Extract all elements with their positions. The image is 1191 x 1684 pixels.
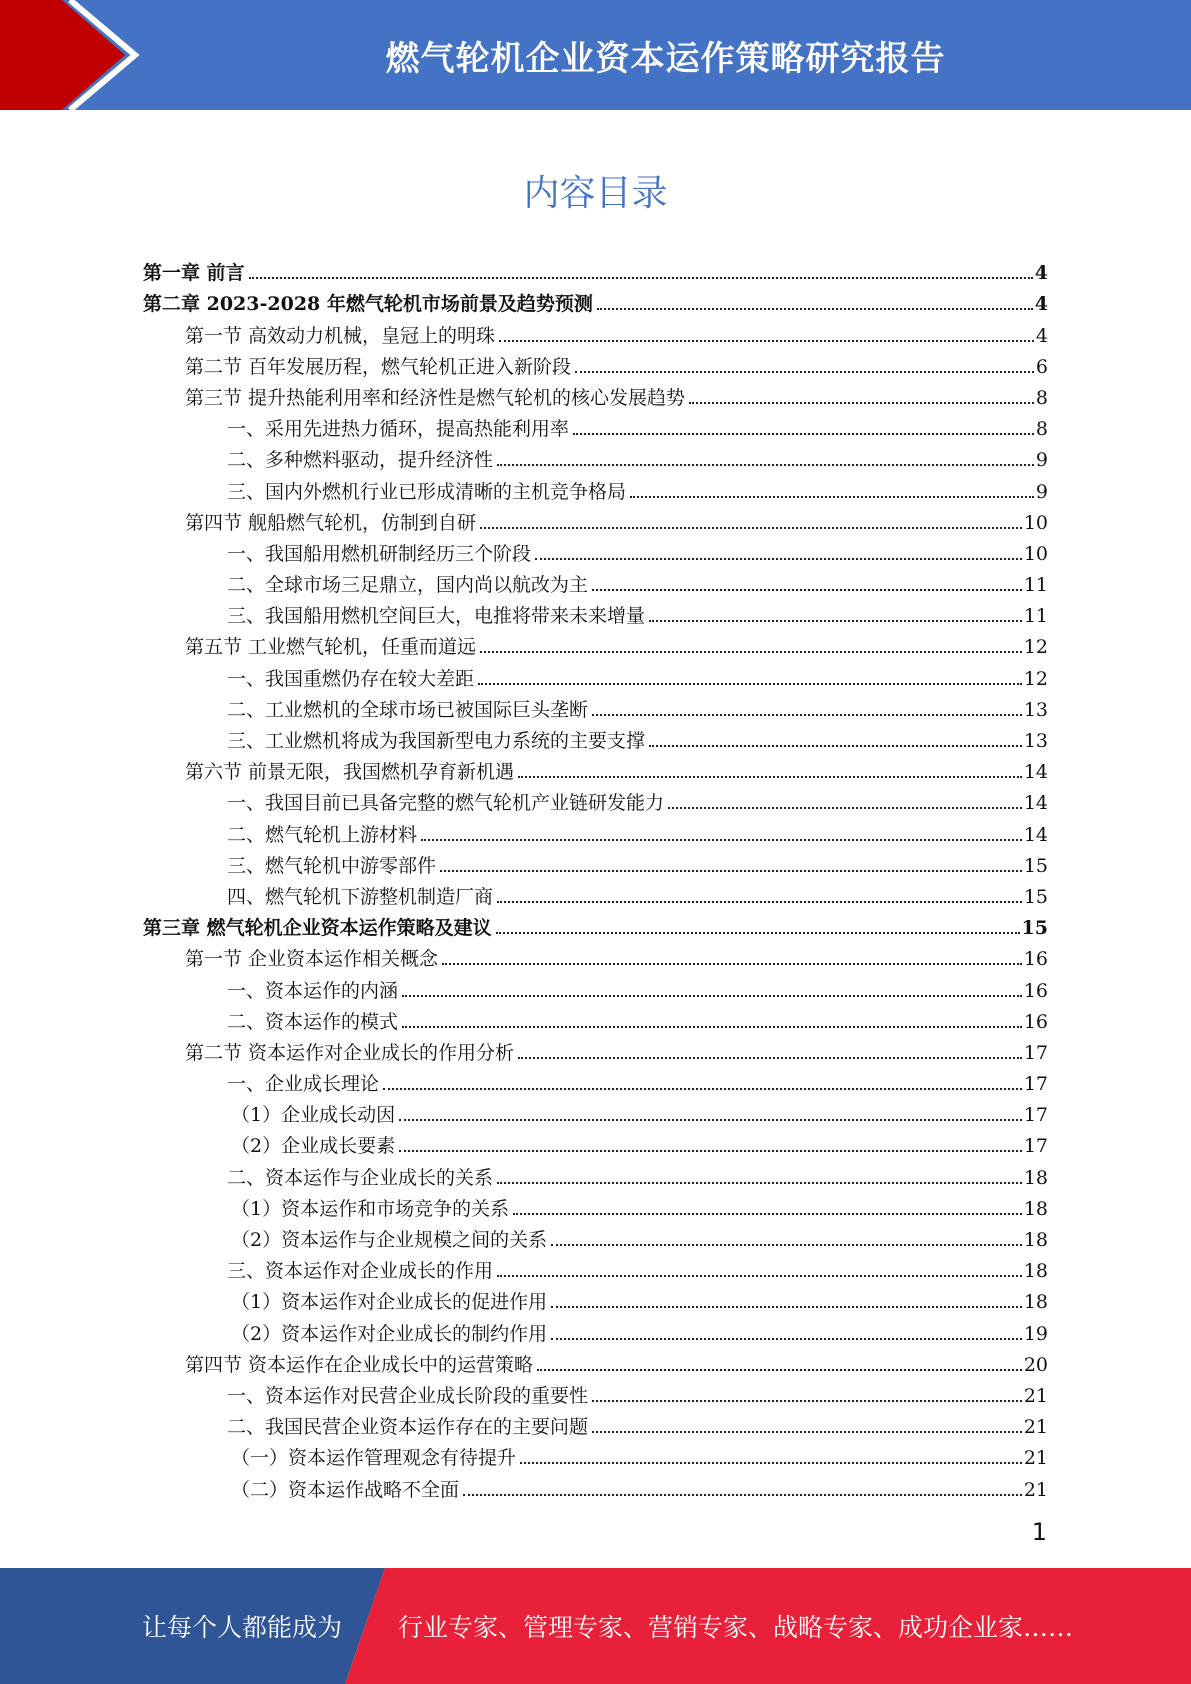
toc-dot-leader bbox=[630, 495, 1034, 498]
toc-dot-leader bbox=[520, 1461, 1022, 1464]
toc-entry-page: 18 bbox=[1023, 1260, 1048, 1283]
toc-entry-title: 第三节 提升热能利用率和经济性是燃气轮机的核心发展趋势 bbox=[185, 386, 686, 409]
toc-dot-leader bbox=[551, 1305, 1022, 1308]
toc-dot-leader bbox=[597, 307, 1033, 310]
footer-banner bbox=[0, 1568, 1191, 1684]
toc-entry[interactable] bbox=[143, 628, 1048, 659]
toc-entry-title: 三、我国船用燃机空间巨大，电推将带来未来增量 bbox=[227, 605, 646, 628]
toc-entry[interactable] bbox=[143, 379, 1048, 410]
toc-entry-page: 21 bbox=[1023, 1384, 1048, 1407]
toc-entry-page: 13 bbox=[1023, 698, 1048, 721]
toc-entry-title: 第二节 百年发展历程，燃气轮机正进入新阶段 bbox=[185, 355, 572, 378]
toc-entry-title: 二、资本运作与企业成长的关系 bbox=[227, 1166, 494, 1189]
toc-entry-page: 21 bbox=[1023, 1478, 1048, 1501]
toc-entry-title: 第一节 企业资本运作相关概念 bbox=[185, 948, 439, 971]
toc-entry-page: 18 bbox=[1023, 1197, 1048, 1220]
toc-entry-page: 15 bbox=[1023, 885, 1048, 908]
toc-entry[interactable] bbox=[143, 410, 1048, 441]
toc-dot-leader bbox=[478, 682, 1022, 685]
toc-entry[interactable] bbox=[143, 659, 1048, 690]
toc-dot-leader bbox=[537, 1368, 1022, 1371]
toc-entry-title: 第六节 前景无限，我国燃机孕育新机遇 bbox=[185, 761, 515, 784]
toc-entry[interactable] bbox=[143, 722, 1048, 753]
toc-dot-leader bbox=[402, 994, 1022, 997]
toc-dot-leader bbox=[440, 869, 1022, 872]
toc-dot-leader bbox=[551, 1337, 1022, 1340]
toc-entry-title: 二、燃气轮机上游材料 bbox=[227, 823, 418, 846]
toc-dot-leader bbox=[463, 1493, 1022, 1496]
toc-dot-leader bbox=[383, 1087, 1022, 1090]
toc-entry-page: 10 bbox=[1023, 511, 1048, 534]
toc-entry[interactable] bbox=[143, 441, 1048, 472]
toc-dot-leader bbox=[551, 1243, 1022, 1246]
header-banner bbox=[0, 0, 1191, 110]
toc-entry-title: 第二节 资本运作对企业成长的作用分析 bbox=[185, 1041, 515, 1064]
toc-entry-page: 18 bbox=[1023, 1291, 1048, 1314]
toc-dot-leader bbox=[480, 526, 1022, 529]
toc-entry-title: 二、多种燃料驱动，提升经济性 bbox=[227, 449, 494, 472]
toc-entry[interactable] bbox=[143, 1408, 1048, 1439]
toc-entry[interactable] bbox=[143, 1190, 1048, 1221]
toc-dot-leader bbox=[249, 276, 1033, 279]
toc-dot-leader bbox=[573, 432, 1034, 435]
toc-entry[interactable] bbox=[143, 1096, 1048, 1127]
toc-entry-page: 6 bbox=[1035, 355, 1048, 378]
toc-entry-title: 二、全球市场三足鼎立，国内尚以航改为主 bbox=[227, 574, 589, 597]
toc-dot-leader bbox=[518, 1056, 1022, 1059]
toc-entry-page: 8 bbox=[1035, 386, 1048, 409]
toc-dot-leader bbox=[689, 401, 1034, 404]
toc-entry-title: 一、资本运作对民营企业成长阶段的重要性 bbox=[227, 1384, 589, 1407]
toc-entry-title: 第五节 工业燃气轮机，任重而道远 bbox=[185, 636, 477, 659]
toc-entry-page: 9 bbox=[1035, 480, 1048, 503]
toc-dot-leader bbox=[649, 744, 1022, 747]
report-title: 燃气轮机企业资本运作策略研究报告 bbox=[385, 38, 946, 79]
toc-entry-page: 16 bbox=[1023, 979, 1048, 1002]
toc-entry-page: 14 bbox=[1023, 792, 1048, 815]
toc-entry-page: 12 bbox=[1023, 667, 1048, 690]
toc-entry[interactable] bbox=[143, 1346, 1048, 1377]
toc-entry-title: 第一章 前言 bbox=[143, 262, 245, 285]
toc-entry-title: （2）资本运作与企业规模之间的关系 bbox=[231, 1229, 548, 1251]
toc-entry[interactable] bbox=[143, 815, 1048, 846]
toc-entry-title: 一、采用先进热力循环，提高热能利用率 bbox=[227, 418, 570, 441]
toc-entry[interactable] bbox=[143, 316, 1048, 347]
toc-entry[interactable] bbox=[143, 847, 1048, 878]
chevron-arrow-icon bbox=[0, 0, 160, 110]
toc-entry-title: 第四节 资本运作在企业成长中的运营策略 bbox=[185, 1353, 534, 1376]
toc-dot-leader bbox=[497, 900, 1022, 903]
toc-entry-page: 12 bbox=[1023, 636, 1048, 659]
toc-entry-title: 一、资本运作的内涵 bbox=[227, 979, 399, 1002]
footer-slogan-right: 行业专家、管理专家、营销专家、战略专家、成功企业家…… bbox=[398, 1613, 1074, 1642]
toc-entry-page: 17 bbox=[1023, 1073, 1048, 1096]
toc-entry-title: （2）资本运作对企业成长的制约作用 bbox=[231, 1322, 548, 1345]
toc-dot-leader bbox=[592, 1430, 1022, 1433]
toc-entry-page: 15 bbox=[1023, 854, 1048, 877]
toc-entry-page: 20 bbox=[1023, 1353, 1048, 1376]
toc-dot-leader bbox=[513, 1212, 1022, 1215]
toc-entry[interactable] bbox=[143, 1283, 1048, 1314]
toc-entry-page: 16 bbox=[1023, 1010, 1048, 1033]
toc-dot-leader bbox=[668, 806, 1022, 809]
toc-entry-title: 二、资本运作的模式 bbox=[227, 1010, 399, 1033]
toc-dot-leader bbox=[575, 370, 1034, 373]
toc-entry[interactable] bbox=[143, 597, 1048, 628]
toc-entry-page: 11 bbox=[1023, 574, 1048, 597]
toc-entry[interactable] bbox=[143, 940, 1048, 971]
toc-entry[interactable] bbox=[143, 971, 1048, 1002]
toc-entry[interactable] bbox=[143, 1034, 1048, 1065]
toc-entry[interactable] bbox=[143, 1252, 1048, 1283]
toc-entry-title: 第三章 燃气轮机企业资本运作策略及建议 bbox=[143, 917, 492, 940]
toc-entry[interactable] bbox=[143, 909, 1048, 940]
toc-entry-title: 第一节 高效动力机械，皇冠上的明珠 bbox=[185, 324, 496, 347]
toc-entry-page: 18 bbox=[1023, 1229, 1048, 1251]
toc-entry-title: 一、企业成长理论 bbox=[227, 1073, 380, 1096]
toc-entry[interactable] bbox=[143, 1158, 1048, 1189]
toc-entry-page: 21 bbox=[1023, 1447, 1048, 1470]
toc-entry-page: 15 bbox=[1021, 917, 1048, 940]
toc-entry-title: 三、工业燃机将成为我国新型电力系统的主要支撑 bbox=[227, 730, 646, 752]
toc-dot-leader bbox=[442, 962, 1022, 965]
toc-entry-page: 17 bbox=[1023, 1104, 1048, 1127]
toc-dot-leader bbox=[499, 339, 1034, 342]
toc-entry-title: （1）资本运作对企业成长的促进作用 bbox=[231, 1291, 548, 1314]
toc-entry[interactable] bbox=[143, 285, 1048, 316]
table-of-contents bbox=[143, 254, 1048, 1502]
toc-entry-title: （1）资本运作和市场竞争的关系 bbox=[231, 1197, 510, 1220]
toc-entry-page: 4 bbox=[1034, 293, 1048, 316]
toc-dot-leader bbox=[649, 619, 1022, 622]
toc-entry-page: 10 bbox=[1023, 542, 1048, 565]
toc-entry[interactable] bbox=[143, 566, 1048, 597]
toc-entry-title: 二、我国民营企业资本运作存在的主要问题 bbox=[227, 1416, 589, 1439]
toc-entry-page: 14 bbox=[1023, 761, 1048, 784]
toc-entry-page: 21 bbox=[1023, 1416, 1048, 1439]
toc-dot-leader bbox=[497, 463, 1034, 466]
toc-entry-title: 一、我国船用燃机研制经历三个阶段 bbox=[227, 542, 532, 565]
toc-entry[interactable] bbox=[143, 784, 1048, 815]
toc-entry[interactable] bbox=[143, 472, 1048, 503]
toc-dot-leader bbox=[592, 713, 1022, 716]
toc-dot-leader bbox=[497, 1274, 1022, 1277]
toc-entry[interactable] bbox=[143, 1377, 1048, 1408]
toc-entry-title: （二）资本运作战略不全面 bbox=[231, 1478, 460, 1501]
toc-entry-title: 三、国内外燃机行业已形成清晰的主机竞争格局 bbox=[227, 480, 627, 503]
toc-entry[interactable] bbox=[143, 1439, 1048, 1470]
toc-entry[interactable] bbox=[143, 535, 1048, 566]
toc-dot-leader bbox=[592, 1399, 1022, 1402]
toc-entry-title: 一、我国目前已具备完整的燃气轮机产业链研发能力 bbox=[227, 792, 665, 815]
toc-dot-leader bbox=[535, 557, 1022, 560]
toc-entry-page: 17 bbox=[1023, 1041, 1048, 1064]
toc-entry-title: 三、资本运作对企业成长的作用 bbox=[227, 1260, 494, 1283]
toc-entry[interactable] bbox=[143, 691, 1048, 722]
toc-entry[interactable] bbox=[143, 1065, 1048, 1096]
toc-dot-leader bbox=[421, 838, 1022, 841]
toc-entry-title: 一、我国重燃仍存在较大差距 bbox=[227, 667, 475, 690]
toc-entry[interactable] bbox=[143, 878, 1048, 909]
toc-dot-leader bbox=[518, 775, 1022, 778]
toc-entry[interactable] bbox=[143, 504, 1048, 535]
toc-dot-leader bbox=[496, 931, 1020, 934]
toc-entry-page: 11 bbox=[1023, 605, 1048, 628]
toc-dot-leader bbox=[592, 588, 1022, 591]
toc-entry-page: 4 bbox=[1034, 262, 1048, 285]
toc-dot-leader bbox=[399, 1118, 1022, 1121]
footer-slogan-left: 让每个人都能成为 bbox=[142, 1613, 343, 1642]
toc-dot-leader bbox=[497, 1181, 1022, 1184]
toc-entry-page: 14 bbox=[1023, 823, 1048, 846]
toc-entry-page: 8 bbox=[1035, 418, 1048, 441]
toc-entry-title: 第二章 2023-2028 年燃气轮机市场前景及趋势预测 bbox=[143, 293, 593, 316]
toc-entry[interactable] bbox=[143, 1127, 1048, 1158]
toc-entry-page: 9 bbox=[1035, 449, 1048, 472]
toc-entry[interactable] bbox=[143, 1221, 1048, 1252]
toc-heading: 内容目录 bbox=[523, 173, 668, 214]
toc-entry-title: （1）企业成长动因 bbox=[231, 1104, 396, 1127]
toc-entry-title: 四、燃气轮机下游整机制造厂商 bbox=[227, 885, 494, 908]
toc-entry-title: 第四节 舰船燃气轮机，仿制到自研 bbox=[185, 511, 477, 534]
toc-entry-page: 19 bbox=[1023, 1322, 1048, 1345]
toc-entry[interactable] bbox=[143, 348, 1048, 379]
toc-dot-leader bbox=[480, 650, 1022, 653]
toc-entry[interactable] bbox=[143, 1470, 1048, 1501]
toc-entry-title: （2）企业成长要素 bbox=[231, 1135, 396, 1158]
toc-entry-page: 16 bbox=[1023, 948, 1048, 971]
toc-entry-page: 4 bbox=[1035, 324, 1048, 347]
toc-entry-title: 二、工业燃机的全球市场已被国际巨头垄断 bbox=[227, 698, 589, 721]
toc-entry-title: （一）资本运作管理观念有待提升 bbox=[231, 1447, 517, 1470]
toc-entry-page: 18 bbox=[1023, 1166, 1048, 1189]
page-number: 1 bbox=[1031, 1518, 1047, 1546]
toc-entry[interactable] bbox=[143, 1003, 1048, 1034]
toc-entry[interactable] bbox=[143, 1314, 1048, 1345]
toc-entry-page: 13 bbox=[1023, 730, 1048, 752]
toc-dot-leader bbox=[399, 1149, 1022, 1152]
toc-entry-page: 17 bbox=[1023, 1135, 1048, 1158]
toc-entry-title: 三、燃气轮机中游零部件 bbox=[227, 854, 437, 877]
toc-entry[interactable] bbox=[143, 753, 1048, 784]
toc-dot-leader bbox=[402, 1025, 1022, 1028]
toc-entry[interactable] bbox=[143, 254, 1048, 285]
